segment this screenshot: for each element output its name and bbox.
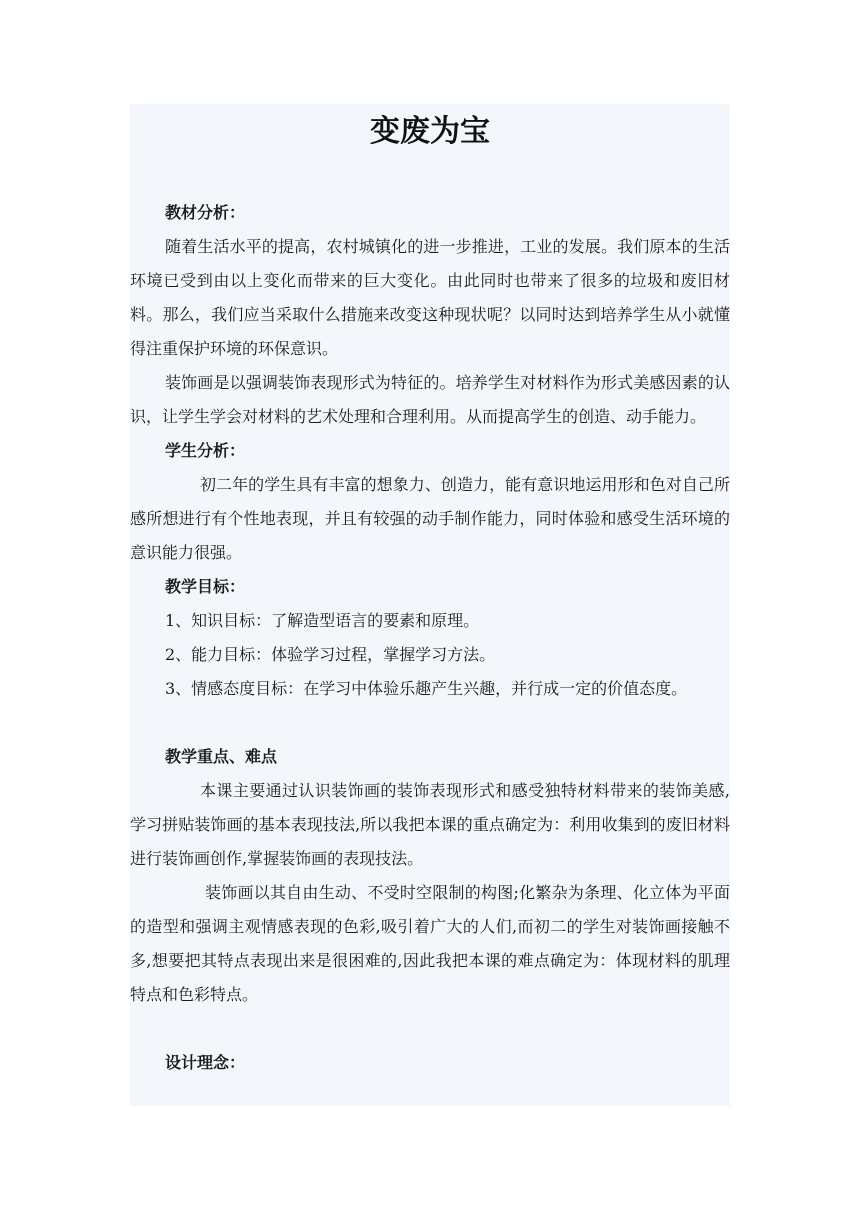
paragraph-keypoints-1: 本课主要通过认识装饰画的装饰表现形式和感受独特材料带来的装饰美感,学习拼贴装饰画的基本表现技法,所以我把本课的重点确定为：利用收集到的废旧材料进行装饰画创作,掌握装饰画的表现技法。 bbox=[130, 781, 730, 868]
goal-item-ability: 2、能力目标：体验学习过程，掌握学习方法。 bbox=[165, 645, 496, 664]
heading-key-points: 教学重点、难点 bbox=[165, 747, 278, 766]
spacer bbox=[130, 706, 730, 740]
document-body bbox=[130, 196, 730, 1080]
document-page bbox=[130, 104, 730, 1106]
paragraph-keypoints-2: 装饰画以其自由生动、不受时空限制的构图;化繁杂为条理、化立体为平面的造型和强调主观情感表现的色彩,吸引着广大的人们,而初二的学生对装饰画接触不多,想要把其特点表现出来是很困难的,因此我把本课的难点确定为：体现材料的肌理特点和色彩特点。 bbox=[130, 883, 730, 1004]
page-title: 变废为宝 bbox=[370, 114, 490, 149]
heading-student-analysis: 学生分析： bbox=[165, 441, 246, 460]
heading-material-analysis: 教材分析： bbox=[165, 203, 246, 222]
paragraph-students-1: 初二年的学生具有丰富的想象力、创造力，能有意识地运用形和色对自己所感所想进行有个性地表现，并且有较强的动手制作能力，同时体验和感受生活环境的意识能力很强。 bbox=[130, 475, 730, 562]
heading-design-concept: 设计理念： bbox=[165, 1053, 246, 1072]
goal-item-knowledge: 1、知识目标：了解造型语言的要素和原理。 bbox=[165, 611, 480, 630]
paragraph-material-1: 随着生活水平的提高，农村城镇化的进一步推进，工业的发展。我们原本的生活环境已受到由以上变化而带来的巨大变化。由此同时也带来了很多的垃圾和废旧材料。那么，我们应当采取什么措施来改变这种现状呢？以同时达到培养学生从小就懂得注重保护环境的环保意识。 bbox=[130, 237, 730, 358]
goal-item-attitude: 3、情感态度目标：在学习中体验乐趣产生兴趣，并行成一定的价值态度。 bbox=[165, 679, 688, 698]
heading-teaching-goals: 教学目标： bbox=[165, 577, 246, 596]
paragraph-material-2: 装饰画是以强调装饰表现形式为特征的。培养学生对材料作为形式美感因素的认识，让学生学会对材料的艺术处理和合理利用。从而提高学生的创造、动手能力。 bbox=[130, 373, 730, 426]
spacer bbox=[130, 1012, 730, 1046]
